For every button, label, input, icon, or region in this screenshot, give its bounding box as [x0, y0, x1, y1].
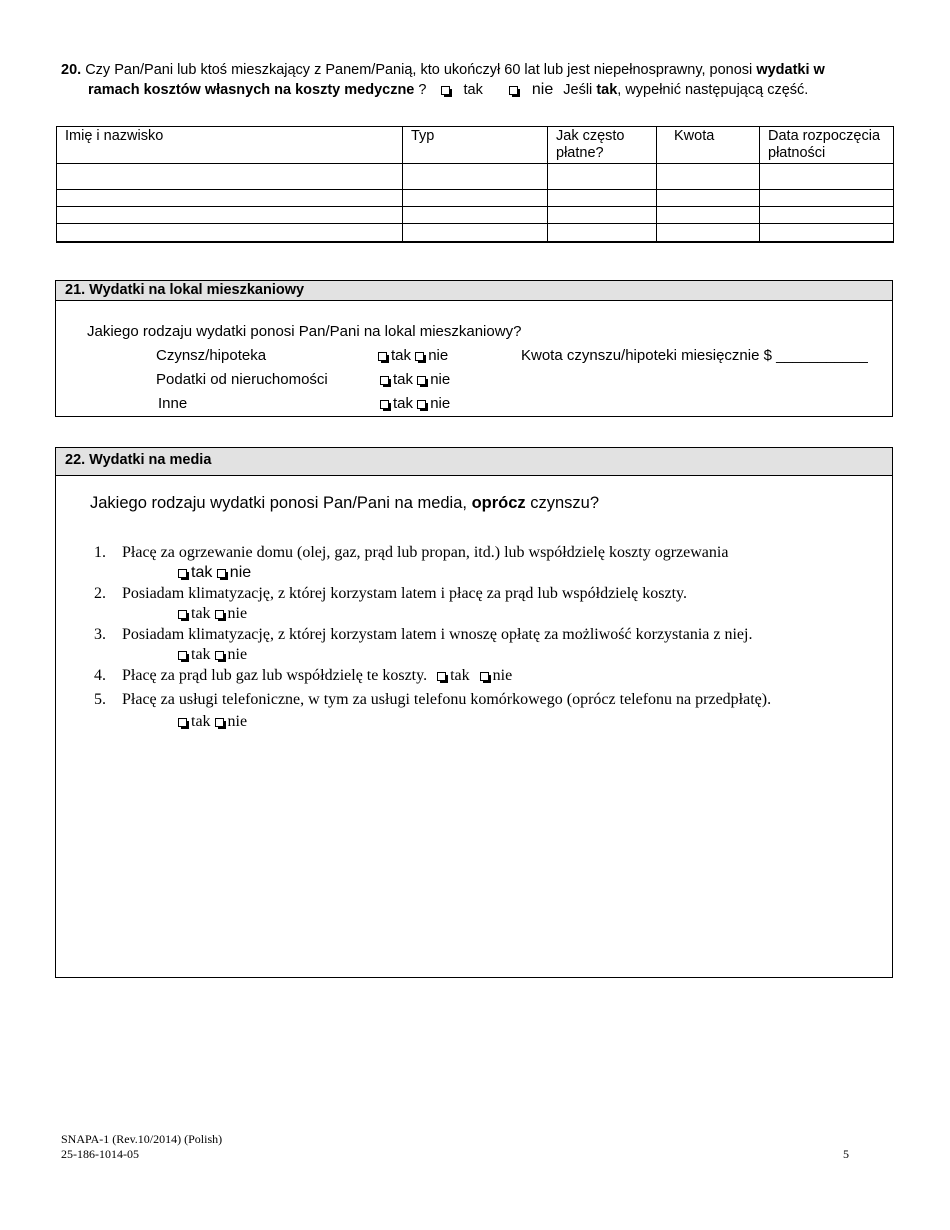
no-label: nie	[430, 371, 451, 388]
row-label: Podatki od nieruchomości	[156, 371, 328, 388]
section-title: 21. Wydatki na lokal mieszkaniowy	[56, 281, 892, 301]
q20-yes-option[interactable]	[441, 82, 483, 98]
item-text: Posiadam klimatyzację, z której korzystam latem i płacę za prąd lub współdzielę koszty.	[122, 585, 687, 602]
item-text: Płacę za prąd lub gaz lub współdzielę te koszty.	[122, 667, 428, 684]
table-header-row	[57, 127, 894, 164]
table-cell[interactable]	[657, 207, 760, 224]
no-label: nie	[428, 347, 449, 364]
page-number: 5	[843, 1147, 849, 1161]
checkbox-yes[interactable]	[178, 569, 187, 578]
yes-label: tak	[391, 347, 412, 364]
checkbox-yes[interactable]	[380, 376, 389, 385]
checkbox-yes[interactable]	[380, 400, 389, 409]
checkbox-yes[interactable]	[437, 672, 446, 681]
col-amount: Kwota	[657, 127, 760, 164]
checkbox-no[interactable]	[215, 718, 224, 727]
question-text: Jakiego rodzaju wydatki ponosi Pan/Pani na media,	[90, 494, 472, 512]
table-cell[interactable]	[57, 207, 403, 224]
item-number: 4.	[94, 667, 106, 684]
yes-no-options[interactable]	[380, 371, 450, 388]
item-number: 5.	[94, 691, 106, 708]
checkbox-no[interactable]	[417, 400, 426, 409]
row-label: Czynsz/hipoteka	[156, 347, 267, 364]
col-name: Imię i nazwisko	[57, 127, 403, 164]
utility-item-2	[94, 585, 687, 603]
yes-label: tak	[191, 564, 213, 581]
yes-label: tak	[450, 667, 470, 684]
yes-no-options[interactable]	[437, 667, 512, 684]
utility-item-1	[94, 544, 728, 562]
item-text: Płacę za usługi telefoniczne, w tym za usługi telefonu komórkowego (oprócz telefonu na przedpłatę).	[122, 691, 772, 708]
yes-no-options[interactable]	[178, 646, 247, 664]
checkbox-yes[interactable]	[441, 86, 450, 95]
checkbox-yes[interactable]	[378, 352, 387, 361]
item-text: Płacę za ogrzewanie domu (olej, gaz, prąd lub propan, itd.) lub współdzielę koszty ogrzewania	[122, 544, 729, 561]
table-row	[57, 190, 894, 207]
checkbox-no[interactable]	[215, 651, 224, 660]
checkbox-no[interactable]	[415, 352, 424, 361]
table-row	[57, 224, 894, 243]
table-cell[interactable]	[548, 190, 657, 207]
utility-item-3	[94, 626, 752, 644]
checkbox-yes[interactable]	[178, 610, 187, 619]
checkbox-yes[interactable]	[178, 718, 187, 727]
table-row	[57, 164, 894, 190]
checkbox-no[interactable]	[215, 610, 224, 619]
checkbox-no[interactable]	[509, 86, 518, 95]
no-label: nie	[227, 605, 248, 622]
instruction-text: Jeśli	[563, 82, 597, 98]
table-cell[interactable]	[403, 224, 548, 243]
yes-label: tak	[393, 395, 414, 412]
table-cell[interactable]	[548, 207, 657, 224]
yes-no-options[interactable]	[380, 395, 450, 412]
table-cell[interactable]	[657, 224, 760, 243]
table-cell[interactable]	[760, 164, 894, 190]
table-cell[interactable]	[760, 207, 894, 224]
question-bold-cont: ramach kosztów własnych na koszty medyczne	[88, 82, 415, 98]
yes-label: tak	[191, 713, 211, 730]
checkbox-no[interactable]	[417, 376, 426, 385]
table-cell[interactable]	[57, 224, 403, 243]
section-title: 22. Wydatki na media	[56, 448, 892, 476]
section-question	[90, 494, 599, 513]
no-label: nie	[227, 646, 248, 663]
table-cell[interactable]	[657, 190, 760, 207]
no-label: nie	[430, 395, 451, 412]
question-20	[61, 61, 891, 100]
footer	[61, 1132, 222, 1162]
item-number: 3.	[94, 626, 106, 643]
yes-no-options[interactable]	[178, 605, 247, 623]
checkbox-no[interactable]	[480, 672, 489, 681]
table-cell[interactable]	[760, 224, 894, 243]
question-mark: ?	[414, 82, 427, 98]
col-start-date: Data rozpoczęcia płatności	[760, 127, 894, 164]
question-text-end: czynszu?	[525, 494, 600, 512]
no-label: nie	[492, 667, 513, 684]
section-question: Jakiego rodzaju wydatki ponosi Pan/Pani na lokal mieszkaniowy?	[87, 323, 522, 340]
form-code: 25-186-1014-05	[61, 1147, 139, 1161]
table-cell[interactable]	[548, 164, 657, 190]
no-label: nie	[229, 564, 252, 581]
table-cell[interactable]	[403, 207, 548, 224]
table-row	[57, 207, 894, 224]
item-number: 2.	[94, 585, 106, 602]
instruction-text-end: , wypełnić następującą część.	[617, 82, 809, 98]
table-cell[interactable]	[403, 164, 548, 190]
yes-label: tak	[191, 646, 211, 663]
question-text: Czy Pan/Pani lub ktoś mieszkający z Panem/Panią, kto ukończył 60 lat lub jest niepełnosprawny, ponosi	[85, 62, 757, 78]
table-cell[interactable]	[548, 224, 657, 243]
row-label: Inne	[158, 395, 188, 412]
checkbox-no[interactable]	[217, 569, 226, 578]
col-frequency: Jak często płatne?	[548, 127, 657, 164]
table-cell[interactable]	[657, 164, 760, 190]
no-label: nie	[531, 81, 554, 98]
section-22-utilities	[55, 447, 893, 978]
yes-label: tak	[393, 371, 414, 388]
q20-no-option[interactable]	[509, 82, 553, 98]
yes-no-options[interactable]	[178, 713, 247, 731]
table-cell[interactable]	[57, 164, 403, 190]
question-number: 20.	[61, 62, 82, 78]
checkbox-yes[interactable]	[178, 651, 187, 660]
col-type: Typ	[403, 127, 548, 164]
instruction-bold: tak	[596, 82, 618, 98]
rent-amount-field[interactable]: Kwota czynszu/hipoteki miesięcznie $ ___________	[521, 347, 868, 364]
yes-label: tak	[191, 605, 211, 622]
utility-item-4	[94, 667, 512, 685]
question-bold: oprócz	[471, 494, 526, 512]
yes-no-options[interactable]	[178, 564, 251, 582]
medical-expenses-table	[56, 126, 894, 243]
yes-no-options[interactable]	[378, 347, 448, 364]
section-21-housing	[55, 280, 893, 417]
form-id: SNAPA-1 (Rev.10/2014) (Polish)	[61, 1132, 223, 1146]
question-bold: wydatki w	[756, 62, 825, 78]
no-label: nie	[227, 713, 248, 730]
item-text: Posiadam klimatyzację, z której korzystam latem i wnoszę opłatę za możliwość korzystania z niej.	[122, 626, 753, 643]
utility-item-5	[94, 691, 771, 709]
table-cell[interactable]	[760, 190, 894, 207]
yes-label: tak	[463, 82, 483, 98]
item-number: 1.	[94, 544, 106, 561]
table-cell[interactable]	[57, 190, 403, 207]
table-cell[interactable]	[403, 190, 548, 207]
